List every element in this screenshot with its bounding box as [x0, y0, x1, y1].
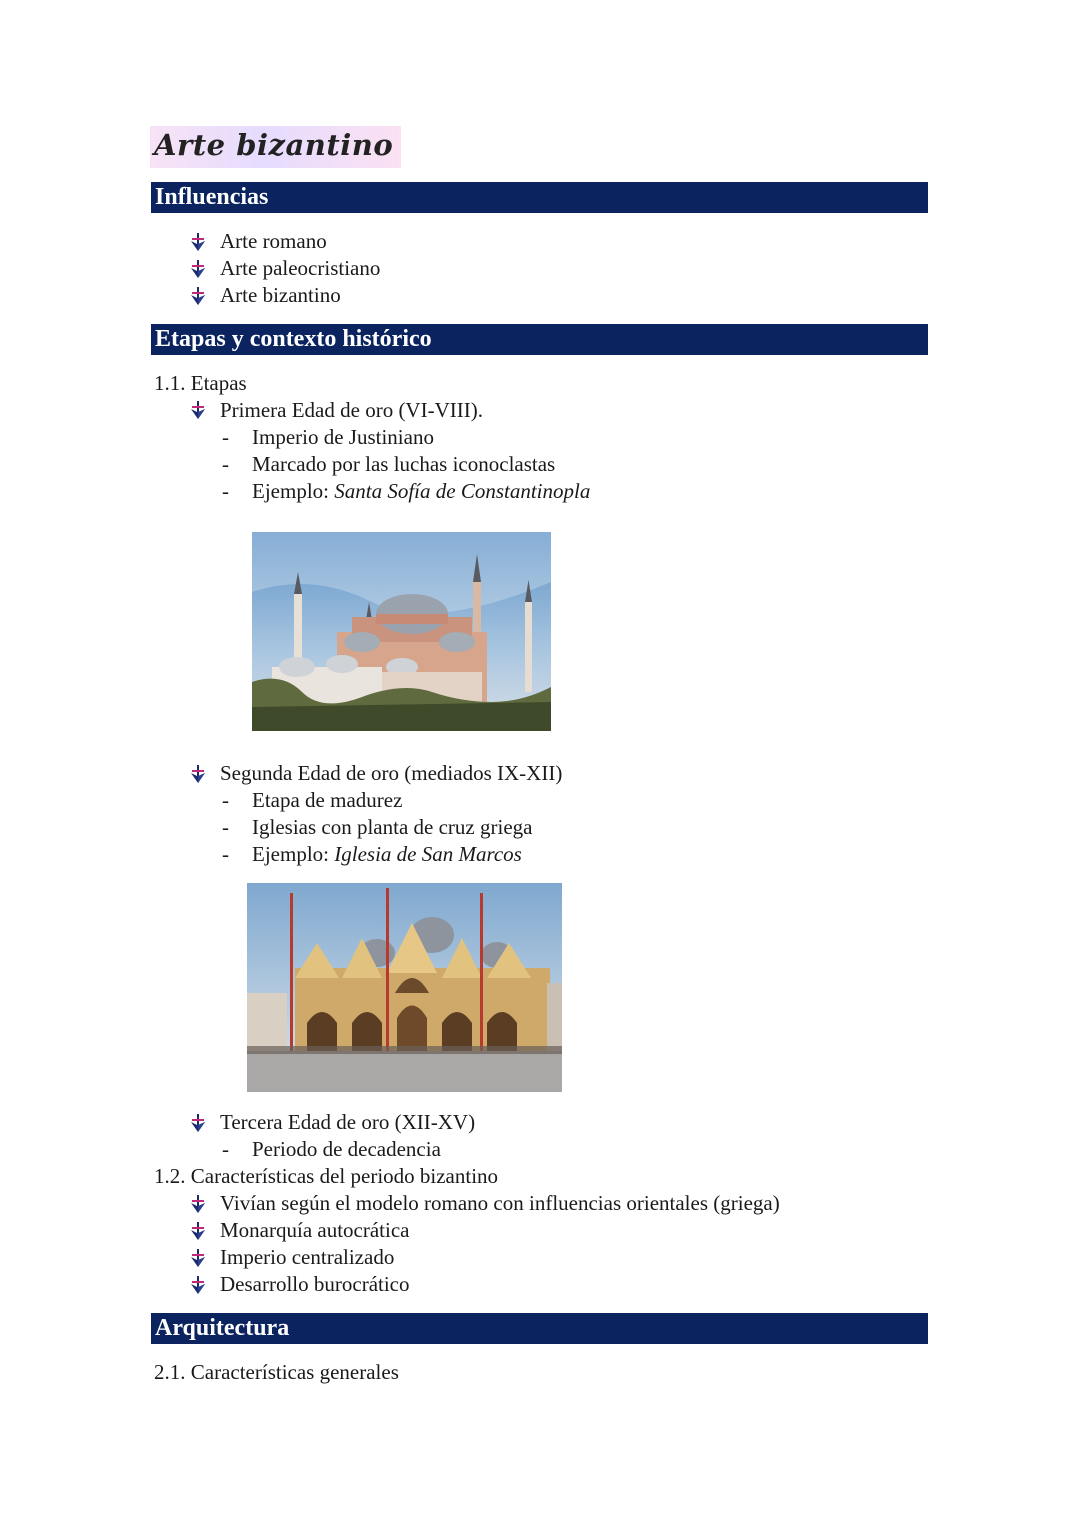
stage-example	[252, 478, 590, 505]
section-heading-influencias: Influencias	[151, 182, 928, 213]
down-arrow-bullet-icon	[189, 286, 207, 306]
stage-point: Marcado por las luchas iconoclastas	[252, 452, 556, 476]
down-arrow-bullet-icon	[189, 1194, 207, 1214]
dash-marker: -	[222, 1137, 229, 1161]
down-arrow-bullet-icon	[189, 1248, 207, 1268]
hagia-sophia-photo	[252, 532, 551, 731]
san-marco-photo	[247, 883, 562, 1092]
list-item: Desarrollo burocrático	[220, 1272, 410, 1296]
example-prefix: Ejemplo:	[252, 479, 335, 503]
title-block	[150, 128, 401, 162]
dash-marker: -	[222, 842, 229, 866]
section-heading-arquitectura: Arquitectura	[151, 1313, 928, 1344]
list-item: Monarquía autocrática	[220, 1218, 410, 1242]
subsection-title: 1.1. Etapas	[154, 371, 247, 395]
subsection-title: 2.1. Características generales	[154, 1360, 399, 1384]
down-arrow-bullet-icon	[189, 1275, 207, 1295]
dash-marker: -	[222, 788, 229, 812]
list-item: Vivían según el modelo romano con influencias orientales (griega)	[220, 1191, 780, 1215]
page-title: Arte bizantino	[150, 126, 401, 168]
subsection-title: 1.2. Características del periodo bizantino	[154, 1164, 499, 1188]
stage-point: Iglesias con planta de cruz griega	[252, 815, 533, 839]
dash-marker: -	[222, 425, 229, 449]
stage-label: Tercera Edad de oro (XII-XV)	[220, 1110, 476, 1134]
down-arrow-bullet-icon	[189, 232, 207, 252]
list-item: Imperio centralizado	[220, 1245, 395, 1269]
dash-marker: -	[222, 815, 229, 839]
down-arrow-bullet-icon	[189, 764, 207, 784]
down-arrow-bullet-icon	[189, 400, 207, 420]
list-item: Arte bizantino	[220, 283, 341, 307]
section-heading-etapas: Etapas y contexto histórico	[151, 324, 928, 355]
dash-marker: -	[222, 479, 229, 503]
example-name: Santa Sofía de Constantinopla	[334, 479, 591, 503]
stage-point: Periodo de decadencia	[252, 1137, 441, 1161]
stage-point: Imperio de Justiniano	[252, 425, 434, 449]
stage-example	[252, 841, 522, 868]
down-arrow-bullet-icon	[189, 259, 207, 279]
down-arrow-bullet-icon	[189, 1113, 207, 1133]
stage-label: Primera Edad de oro (VI-VIII).	[220, 398, 483, 422]
example-name: Iglesia de San Marcos	[334, 842, 522, 866]
list-item: Arte paleocristiano	[220, 256, 381, 280]
dash-marker: -	[222, 452, 229, 476]
stage-label: Segunda Edad de oro (mediados IX-XII)	[220, 761, 563, 785]
stage-point: Etapa de madurez	[252, 788, 403, 812]
down-arrow-bullet-icon	[189, 1221, 207, 1241]
example-prefix: Ejemplo:	[252, 842, 335, 866]
list-item: Arte romano	[220, 229, 327, 253]
